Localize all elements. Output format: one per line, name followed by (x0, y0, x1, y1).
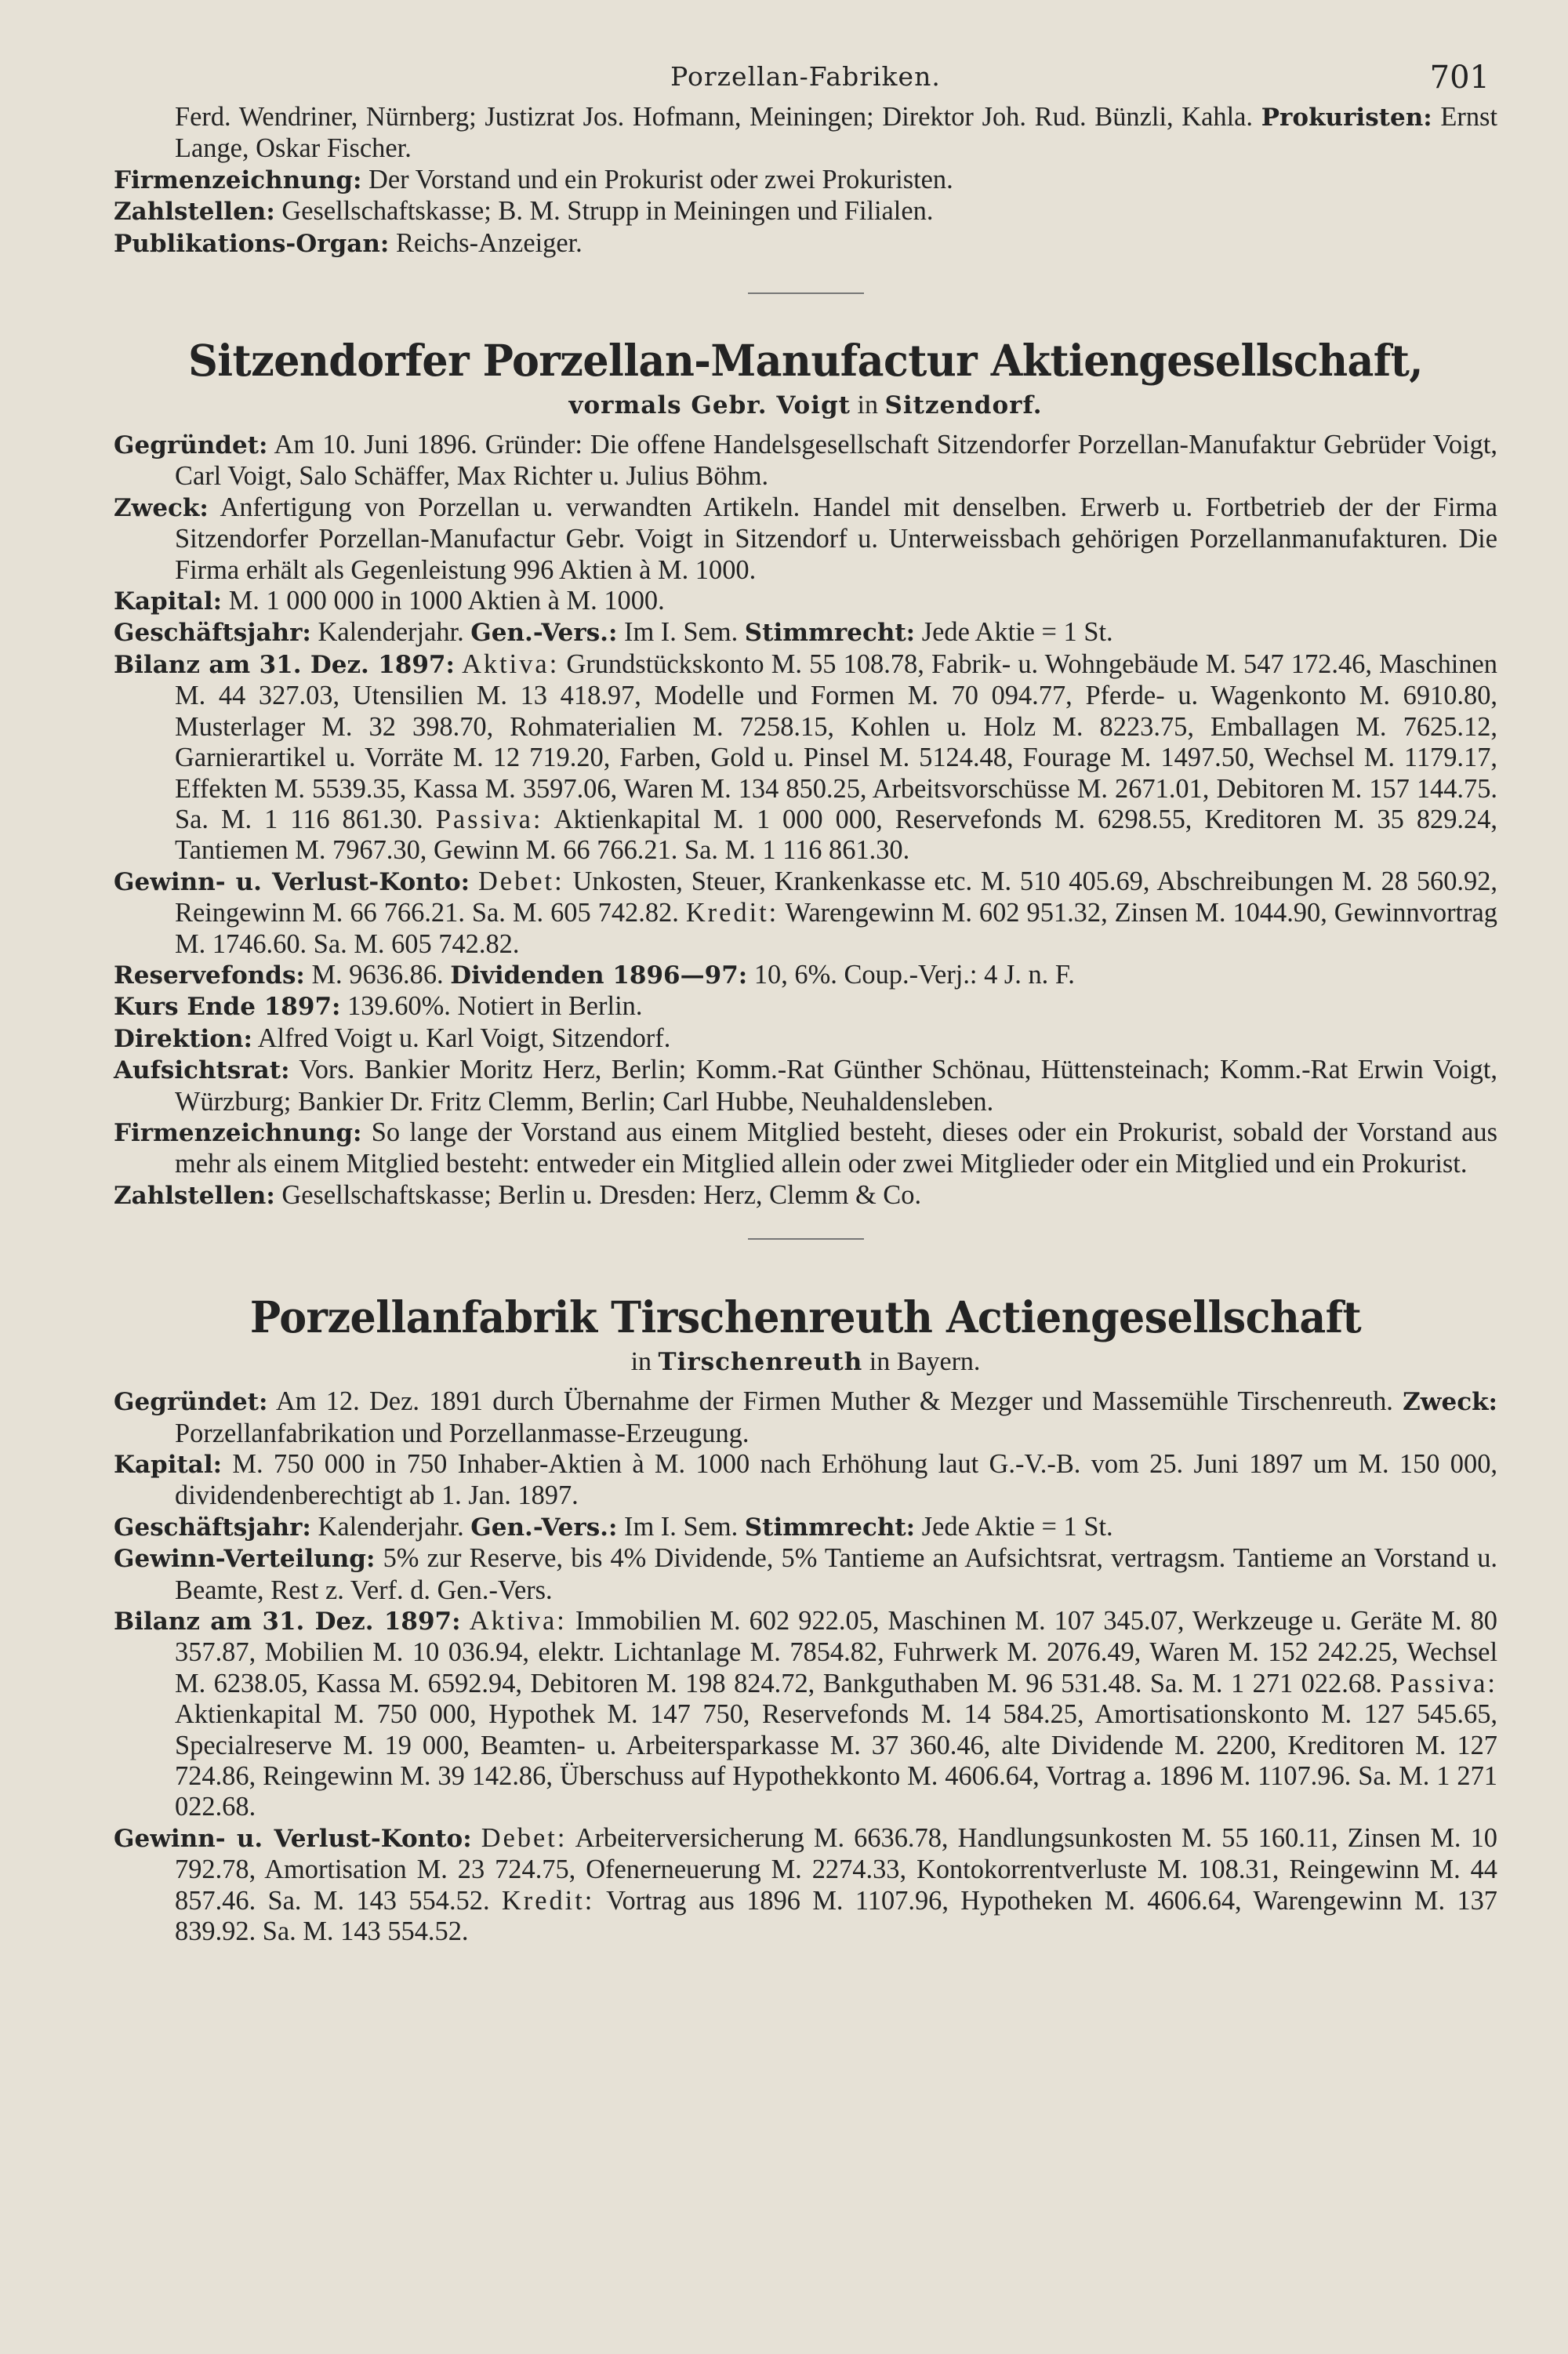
firmenzeichnung-text: So lange der Vorstand aus einem Mitglied besteht, dieses oder ein Prokurist, sobald der Vorstand aus mehr als einem Mitglied besteht: entweder ein Mitglied allein oder zwei Mitglieder oder ein Mitglied und ein Prokurist. (175, 1117, 1497, 1179)
kurs-text: 139.60%. Notiert in Berlin. (347, 991, 643, 1022)
gewinnverteilung-label: Gewinn-Verteilung: (114, 1545, 376, 1574)
direktion-text: Alfred Voigt u. Karl Voigt, Sitzendorf. (257, 1023, 671, 1053)
geschaeftsjahr-text: Kalenderjahr. (318, 1511, 464, 1542)
direktion-label: Direktion: (114, 1024, 252, 1053)
genvers-text: Im I. Sem. (624, 617, 739, 648)
firmenzeichnung-text: Der Vorstand und ein Prokurist oder zwei Prokuristen. (368, 164, 953, 194)
running-title: Porzellan-Fabriken. (670, 61, 941, 92)
company-entry-tirschenreuth (114, 1291, 1497, 1947)
passiva-text: Aktienkapital M. 750 000, Hypothek M. 147 750, Reservefonds M. 14 584.25, Amortisationskonto M. 127 545.65, Specialreserve M. 19 000, Beamten- u. Arbeitersparkasse M. 37 360.46, alte Dividende M. 2200, Kreditoren M. 127 724.86, Reingewinn M. 39 142.86, Überschuss auf Hypothekkonto M. 4606.64, Vortrag a. 1896 M. 1107.96. Sa. M. 1 271 022.68. (175, 1699, 1497, 1822)
bilanz-paragraph (114, 1606, 1497, 1823)
guv-paragraph (114, 866, 1497, 960)
kapital-paragraph (114, 1449, 1497, 1512)
previous-entry-continuation (114, 102, 1497, 260)
aktiva-text: Immobilien M. 602 922.05, Maschinen M. 107 345.07, Werkzeuge u. Geräte M. 80 357.87, Mobilien M. 10 036.94, elektr. Lichtanlage M. 7854.82, Fuhrwerk M. 2076.49, Waren M. 152 242.25, Wechsel M. 6238.05, Kassa M. 6592.94, Debitoren M. 198 824.72, Bankguthaben M. 96 531.48. Sa. M. 1 271 022.68. (175, 1606, 1497, 1698)
direktion-paragraph (114, 1023, 1497, 1055)
guv-label: Gewinn- u. Verlust-Konto: (114, 867, 470, 896)
gegruendet-paragraph (114, 1386, 1497, 1449)
genvers-label: Gen.-Vers.: (470, 1513, 618, 1542)
previous-firmenzeichnung (114, 165, 1497, 196)
subtitle-region: in Bayern. (869, 1347, 981, 1377)
continuation-text: Ferd. Wendriner, Nürnberg; Justizrat Jos. Hofmann, Meiningen; Direktor Joh. Rud. Bünzli, Kahla. (175, 102, 1254, 132)
aufsichtsrat-paragraph (114, 1055, 1497, 1117)
firmenzeichnung-paragraph (114, 1117, 1497, 1180)
zahlstellen-text: Gesellschaftskasse; B. M. Strupp in Meiningen und Filialen. (281, 196, 934, 227)
gewinnverteilung-paragraph (114, 1543, 1497, 1606)
geschaeftsjahr-label: Geschäftsjahr: (114, 619, 311, 648)
geschaeftsjahr-text: Kalenderjahr. (318, 617, 464, 648)
company-title: Porzellanfabrik Tirschenreuth Actiengesellschaft (249, 1291, 1362, 1343)
gegruendet-label: Gegründet: (114, 1388, 268, 1417)
debet-text: Unkosten, Steuer, Krankenkasse etc. M. 510 405.69, Abschreibungen M. 28 560.92, Reingewinn M. 66 766.21. Sa. M. 605 742.82. (175, 866, 1498, 928)
company-subtitle (114, 1347, 1497, 1377)
section-divider (748, 292, 864, 294)
zahlstellen-label: Zahlstellen: (114, 198, 275, 227)
publikation-text: Reichs-Anzeiger. (395, 227, 583, 258)
dividenden-text: 10, 6%. Coup.-Verj.: 4 J. n. F. (753, 959, 1075, 990)
kurs-label: Kurs Ende 1897: (114, 993, 341, 1022)
geschaeftsjahr-paragraph (114, 617, 1497, 648)
zahlstellen-label: Zahlstellen: (114, 1181, 275, 1210)
previous-entry-text (114, 102, 1497, 165)
bilanz-label: Bilanz am 31. Dez. 1897: (114, 650, 455, 679)
aufsichtsrat-text: Vors. Bankier Moritz Herz, Berlin; Komm.-Rat Günther Schönau, Hüttensteinach; Komm.-Rat Erwin Voigt, Würzburg; Bankier Dr. Fritz Clemm, Berlin; Carl Hubbe, Neuhaldensleben. (175, 1055, 1497, 1117)
debet-label: Debet: (477, 866, 564, 896)
zahlstellen-paragraph (114, 1180, 1497, 1212)
aktiva-label: Aktiva: (462, 648, 560, 679)
bilanz-paragraph (114, 649, 1497, 866)
reservefonds-paragraph (114, 960, 1497, 991)
geschaeftsjahr-paragraph (114, 1512, 1497, 1543)
stimmrecht-text: Jede Aktie = 1 St. (921, 617, 1113, 648)
bilanz-label: Bilanz am 31. Dez. 1897: (114, 1607, 461, 1637)
stimmrecht-text: Jede Aktie = 1 St. (921, 1511, 1113, 1542)
kurs-paragraph (114, 991, 1497, 1023)
running-header (114, 0, 1497, 102)
kredit-label: Kredit: (685, 898, 779, 928)
zweck-paragraph (114, 492, 1497, 586)
subtitle-preposition: in (630, 1347, 652, 1377)
stimmrecht-label: Stimmrecht: (744, 1513, 916, 1542)
gewinnverteilung-text: 5% zur Reserve, bis 4% Dividende, 5% Tantieme an Aufsichtsrat, vertragsm. Tantieme an Vorstand u. Beamte, Rest z. Verf. d. Gen.-Vers. (175, 1543, 1497, 1605)
gegruendet-text: Am 12. Dez. 1891 durch Übernahme der Firmen Muther & Mezger und Massemühle Tirschenreuth. (275, 1386, 1393, 1417)
section-divider (748, 1238, 864, 1240)
kapital-label: Kapital: (114, 587, 223, 616)
zweck-text: Porzellanfabrikation und Porzellanmasse-Erzeugung. (175, 1418, 750, 1448)
aktiva-text: Grundstückskonto M. 55 108.78, Fabrik- u. Wohngebäude M. 547 172.46, Maschinen M. 44 327.03, Utensilien M. 13 418.97, Modelle und Formen M. 70 094.77, Pferde- u. Wagenkonto M. 6910.80, Musterlager M. 32 398.70, Rohmaterialien M. 7258.15, Kohlen u. Holz M. 8223.75, Emballagen M. 7625.12, Garnierartikel u. Vorräte M. 12 719.20, Farben, Gold u. Pinsel M. 5124.48, Fourage M. 1497.50, Wechsel M. 1179.17, Effekten M. 5539.35, Kassa M. 3597.06, Waren M. 134 850.25, Arbeitsvorschüsse M. 2671.01, Debitoren M. 157 144.75. Sa. M. 1 116 861.30. (175, 648, 1497, 834)
gegruendet-paragraph (114, 430, 1497, 492)
page-number: 701 (1429, 60, 1490, 96)
kapital-text: M. 1 000 000 in 1000 Aktien à M. 1000. (228, 586, 665, 616)
subtitle-place: Sitzendorf. (884, 391, 1043, 420)
reservefonds-text: M. 9636.86. (311, 959, 444, 990)
zweck-text: Anfertigung von Porzellan u. verwandten Artikeln. Handel mit denselben. Erwerb u. Fortbetrieb der der Firma Sitzendorfer Porzellan-Manufactur Gebr. Voigt in Sitzendorf u. Unterweissbach gehörigen Porzellanmanufakturen. Die Firma erhält als Gegenleistung 996 Aktien à M. 1000. (175, 492, 1498, 585)
prokuristen-label: Prokuristen: (1261, 104, 1432, 132)
gegruendet-label: Gegründet: (114, 431, 268, 460)
stimmrecht-label: Stimmrecht: (744, 619, 916, 648)
kredit-text: Vortrag aus 1896 M. 1107.96, Hypotheken M. 4606.64, Warengewinn M. 137 839.92. Sa. M. 143 554.52. (175, 1885, 1498, 1947)
firmenzeichnung-label: Firmenzeichnung: (114, 165, 362, 194)
dividenden-label: Dividenden 1896—97: (450, 961, 748, 990)
kapital-paragraph (114, 586, 1497, 617)
firmenzeichnung-label: Firmenzeichnung: (114, 1118, 362, 1147)
kapital-label: Kapital: (114, 1451, 223, 1479)
reservefonds-label: Reservefonds: (114, 961, 305, 990)
aktiva-label: Aktiva: (469, 1606, 567, 1637)
company-entry-sitzendorf (114, 335, 1497, 1212)
previous-publikation (114, 228, 1497, 260)
kredit-text: Warengewinn M. 602 951.32, Zinsen M. 1044.90, Gewinnvortrag M. 1746.60. Sa. M. 605 742.82. (175, 898, 1497, 959)
gegruendet-text: Am 10. Juni 1896. Gründer: Die offene Handelsgesellschaft Sitzendorfer Porzellan-Manufaktur Gebrüder Voigt, Carl Voigt, Salo Schäffer, Max Richter u. Julius Böhm. (175, 430, 1498, 492)
company-title: Sitzendorfer Porzellan-Manufactur Aktiengesellschaft, (188, 335, 1423, 387)
guv-paragraph (114, 1823, 1497, 1948)
subtitle-place: Tirschenreuth (658, 1348, 863, 1377)
debet-text: Arbeiterversicherung M. 6636.78, Handlungsunkosten M. 55 160.11, Zinsen M. 10 792.78, Amortisation M. 23 724.75, Ofenerneuerung M. 2274.33, Kontokorrentverluste M. 108.31, Reingewinn M. 44 857.46. Sa. M. 143 554.52. (175, 1822, 1497, 1916)
publikation-label: Publikations-Organ: (114, 229, 390, 258)
passiva-label: Passiva: (1390, 1668, 1497, 1698)
genvers-text: Im I. Sem. (624, 1511, 739, 1542)
guv-label: Gewinn- u. Verlust-Konto: (114, 1824, 472, 1853)
aufsichtsrat-label: Aufsichtsrat: (114, 1056, 290, 1085)
kredit-label: Kredit: (501, 1885, 595, 1916)
previous-zahlstellen (114, 196, 1497, 227)
kapital-text: M. 750 000 in 750 Inhaber-Aktien à M. 1000 nach Erhöhung laut G.-V.-B. vom 25. Juni 1897 um M. 150 000, dividendenberechtigt ab 1. Jan. 1897. (175, 1449, 1497, 1511)
geschaeftsjahr-label: Geschäftsjahr: (114, 1513, 311, 1542)
zweck-label: Zweck: (1403, 1388, 1497, 1417)
zahlstellen-text: Gesellschaftskasse; Berlin u. Dresden: Herz, Clemm & Co. (281, 1179, 922, 1210)
debet-label: Debet: (481, 1822, 568, 1853)
zweck-label: Zweck: (114, 493, 209, 522)
passiva-label: Passiva: (435, 804, 543, 834)
passiva-text: Aktienkapital M. 1 000 000, Reservefonds M. 6298.55, Kreditoren M. 35 829.24, Tantiemen M. 7967.30, Gewinn M. 66 766.21. Sa. M. 1 116 861.30. (175, 804, 1497, 866)
prokuristen-text: Ernst Lange, Oskar Fischer. (175, 102, 1497, 164)
company-subtitle (114, 391, 1497, 420)
subtitle-former-name: vormals Gebr. Voigt (568, 391, 851, 420)
subtitle-preposition: in (857, 391, 878, 420)
genvers-label: Gen.-Vers.: (470, 619, 618, 648)
